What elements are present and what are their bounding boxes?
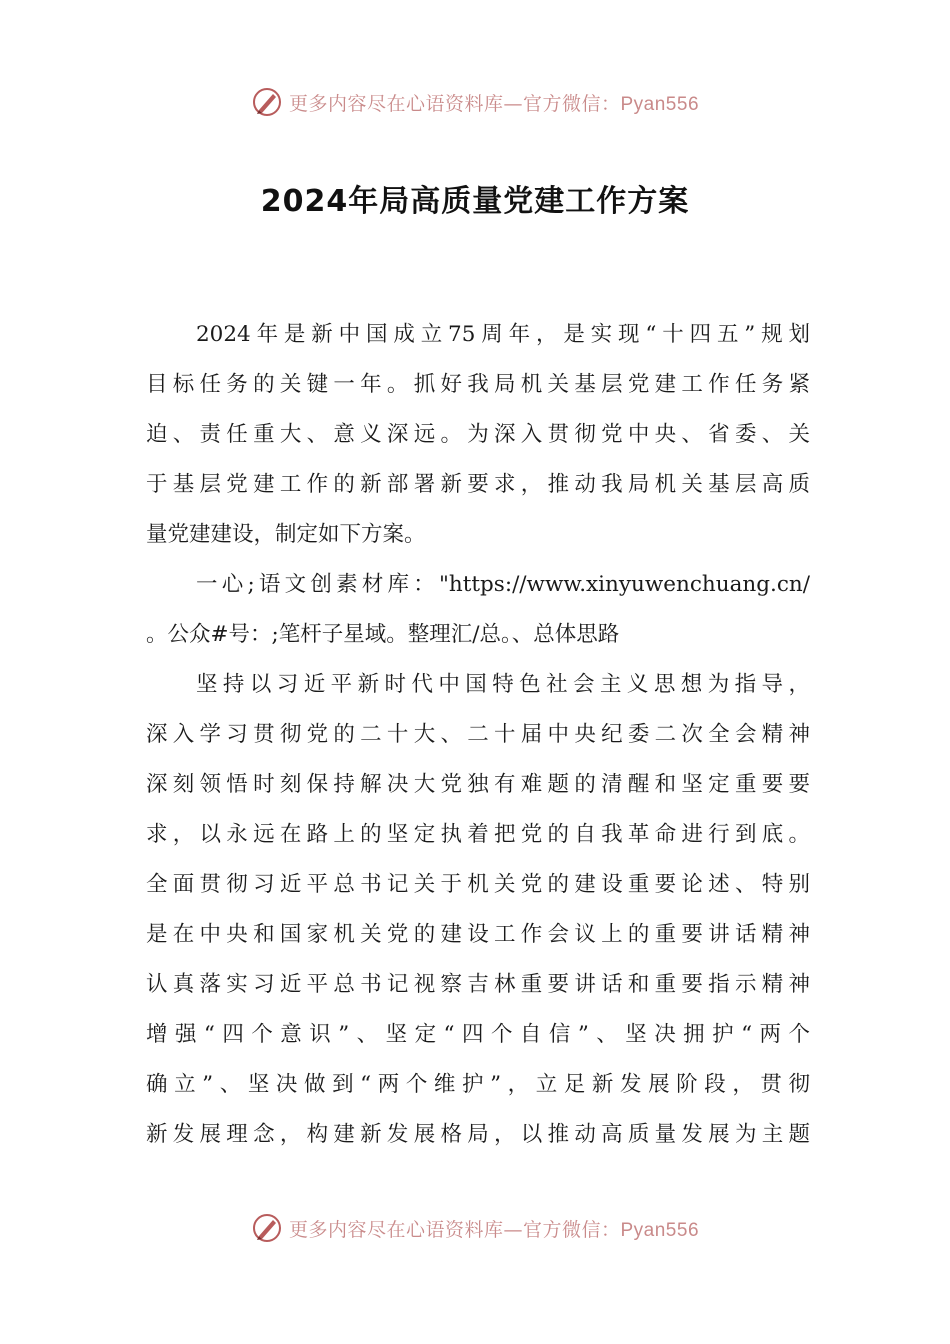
body-line: 2024年是新中国成立75周年，是实现“十四五”规划 [196, 322, 810, 347]
document-title: 2024年局高质量党建工作方案 [260, 184, 690, 219]
body-line: 求，以永远在路上的坚定执着把党的自我革命进行到底。 [146, 822, 810, 847]
pen-logo-icon [251, 86, 283, 118]
body-line: 深刻领悟时刻保持解决大党独有难题的清醒和坚定重要要 [146, 772, 810, 797]
body-line: 是在中央和国家机关党的建设工作会议上的重要讲话精神 [146, 922, 810, 947]
watermark-text: 更多内容尽在心语资料库—官方微信：Pyan556 [288, 92, 700, 115]
watermark-banner-bottom [0, 1208, 950, 1248]
body-line: 。公众#号：;笔杆子星域。整理汇/总。、总体思路 [146, 622, 620, 647]
body-line: 量党建建设，制定如下方案。 [146, 522, 426, 547]
body-line: 目标任务的关键一年。抓好我局机关基层党建工作任务紧 [146, 372, 810, 397]
watermark-banner-top [0, 82, 950, 122]
body-line: 增强“四个意识”、坚定“四个自信”、坚决拥护“两个 [146, 1022, 810, 1047]
body-line: 确立”、坚决做到“两个维护”，立足新发展阶段，贯彻 [146, 1072, 810, 1097]
body-line: 新发展理念，构建新发展格局，以推动高质量发展为主题 [146, 1122, 810, 1147]
body-line: 深入学习贯彻党的二十大、二十届中央纪委二次全会精神 [146, 722, 810, 747]
watermark-text: 更多内容尽在心语资料库—官方微信：Pyan556 [288, 1218, 700, 1241]
document-body [146, 310, 810, 1160]
body-line: 于基层党建工作的新部署新要求，推动我局机关基层高质 [146, 472, 810, 497]
body-line: 全面贯彻习近平总书记关于机关党的建设重要论述、特别 [146, 872, 810, 897]
body-line: 认真落实习近平总书记视察吉林重要讲话和重要指示精神 [146, 972, 810, 997]
body-line: 迫、责任重大、意义深远。为深入贯彻党中央、省委、关 [146, 422, 810, 447]
body-line-url: 一心;语文创素材库："https://www.xinyuwenchuang.cn/ [196, 572, 810, 597]
pen-logo-icon [251, 1212, 283, 1244]
body-line: 坚持以习近平新时代中国特色社会主义思想为指导， [196, 672, 810, 697]
